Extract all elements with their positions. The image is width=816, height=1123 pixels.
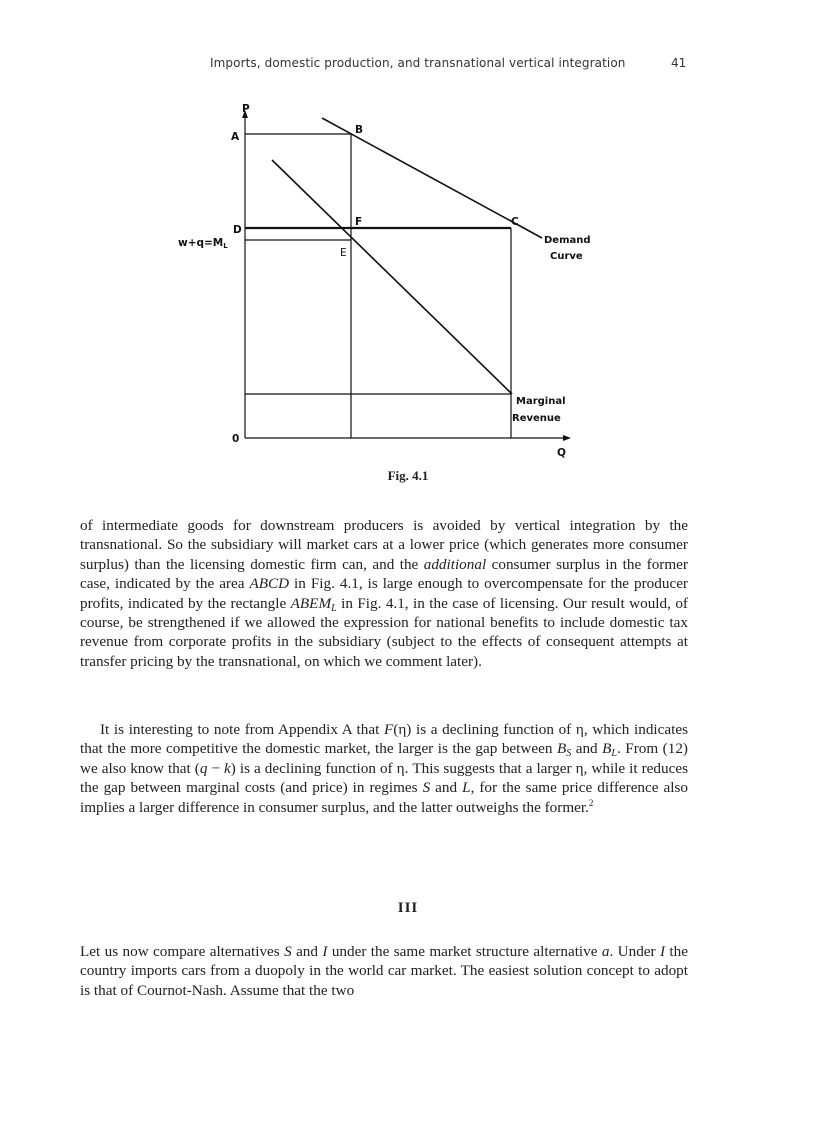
- label-c: C: [511, 216, 519, 228]
- label-origin: 0: [232, 433, 240, 445]
- label-p: P: [242, 103, 250, 115]
- running-header: [0, 56, 816, 76]
- paragraph-2: It is interesting to note from Appendix A that F(η) is a declining function of η, which indicates that the more competitive the domestic market, the larger is the gap between $B_S$ and $B_L$. From (12) we also know that (q − k) is a declining function of η. This suggests that a larger η, while it reduces the gap between marginal costs (and price) in regimes S and L, for the same price difference also implies a larger difference in consumer surplus, and the latter outweighs the former.$^2$: [80, 721, 689, 816]
- page-number: 41: [671, 56, 687, 70]
- paragraph-3: Let us now compare alternatives S and I under the same market structure alternative a. Under I the country imports cars from a duopoly in the world car market. The easiest solution concept to adopt is that of Cournot-Nash. Assume that the two: [80, 943, 688, 999]
- label-demand-2: Curve: [550, 251, 583, 262]
- label-mr-1: Marginal: [516, 396, 566, 407]
- section-heading: III: [397, 900, 419, 916]
- label-mr-2: Revenue: [512, 413, 561, 424]
- label-a: A: [231, 131, 240, 143]
- q-axis-arrow: [563, 435, 571, 441]
- label-d: D: [233, 224, 242, 236]
- running-title: Imports, domestic production, and transnational vertical integration: [210, 56, 626, 70]
- marginal-revenue-curve: [272, 160, 512, 394]
- footnote-marker: 2: [588, 797, 594, 808]
- label-ml: w+q=ML: [178, 237, 228, 250]
- label-e: E: [340, 247, 347, 259]
- label-f: F: [355, 216, 363, 228]
- figure-caption: Fig. 4.1: [387, 468, 429, 483]
- label-demand-1: Demand: [544, 235, 591, 246]
- label-b: B: [355, 124, 364, 136]
- label-q: Q: [557, 447, 566, 459]
- figure-4-1: [160, 96, 610, 466]
- figure-diagram: [160, 96, 610, 466]
- paragraph-1: of intermediate goods for downstream producers is avoided by vertical integration by the transnational. So the subsidiary will market cars at a lower price (which generates more consumer surplus) than the licensing domestic firm can, and the additional consumer surplus in the former case, indicated by the area ABCD in Fig. 4.1, is large enough to overcompensate for the producer profits, indicated by the rectangle $ABEM_L$ in Fig. 4.1, in the case of licensing. Our result would, of course, be strengthened if we allowed the expression for national benefits to include domestic tax revenue from corporate profits in the subsidiary (subject to the effects of consequent attempts at transfer pricing by the transnational, on which we comment later).: [80, 517, 688, 670]
